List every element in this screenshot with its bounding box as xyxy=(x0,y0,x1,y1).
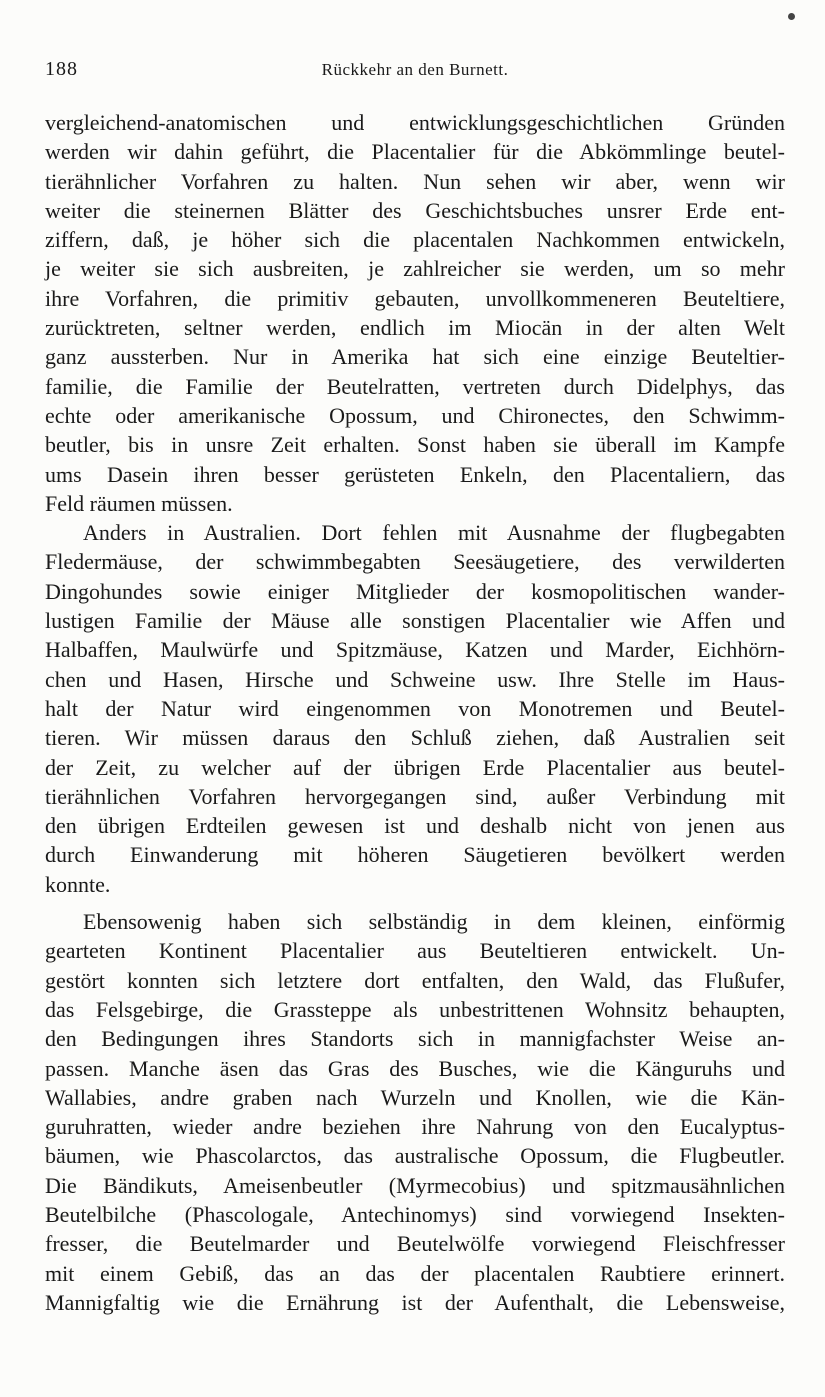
text-line: tieren. Wir müssen daraus den Schluß ziehen, daß Australien seit xyxy=(45,725,785,751)
paragraph xyxy=(45,907,785,1317)
text-line: den übrigen Erdteilen gewesen ist und deshalb nicht von jenen aus xyxy=(45,813,785,839)
text-line: je weiter sie sich ausbreiten, je zahlreicher sie werden, um so mehr xyxy=(45,256,785,282)
text-line: mit einem Gebiß, das an das der placentalen Raubtiere erinnert. xyxy=(45,1260,785,1286)
text-line: halt der Natur wird eingenommen von Monotremen und Beutel- xyxy=(45,695,785,721)
text-line: lustigen Familie der Mäuse alle sonstigen Placentalier wie Affen und xyxy=(45,608,785,634)
text-line: Fledermäuse, der schwimmbegabten Seesäugetiere, des verwilderten xyxy=(45,549,785,575)
text-line: Feld räumen müssen. xyxy=(45,490,233,516)
text-line: tierähnlichen Vorfahren hervorgegangen sind, außer Verbindung mit xyxy=(45,783,785,809)
paragraph xyxy=(45,108,785,518)
paragraph xyxy=(45,518,785,899)
text-line: Die Bändikuts, Ameisenbeutler (Myrmecobius) und spitzmausähnlichen xyxy=(45,1172,785,1198)
text-line: ganz aussterben. Nur in Amerika hat sich eine einzige Beuteltier- xyxy=(45,344,785,370)
text-line: den Bedingungen ihres Standorts sich in mannigfachster Weise an- xyxy=(45,1026,785,1052)
text-line: ums Dasein ihren besser gerüsteten Enkeln, den Placentaliern, das xyxy=(45,461,785,487)
text-line: ihre Vorfahren, die primitiv gebauten, unvollkommeneren Beuteltiere, xyxy=(45,285,785,311)
text-line: Ebensowenig haben sich selbständig in dem kleinen, einförmig xyxy=(83,909,785,935)
text-line: guruhratten, wieder andre beziehen ihre Nahrung von den Eucalyptus- xyxy=(45,1114,785,1140)
text-line: Wallabies, andre graben nach Wurzeln und Knollen, wie die Kän- xyxy=(45,1084,785,1110)
page-number: 188 xyxy=(45,58,78,80)
text-line: familie, die Familie der Beutelratten, vertreten durch Didelphys, das xyxy=(45,373,785,399)
text-line: fresser, die Beutelmarder und Beutelwölfe vorwiegend Fleischfresser xyxy=(45,1231,785,1257)
text-line: chen und Hasen, Hirsche und Schweine usw. Ihre Stelle im Haus- xyxy=(45,666,785,692)
text-line: beutler, bis in unsre Zeit erhalten. Sonst haben sie überall im Kampfe xyxy=(45,432,785,458)
text-line: Dingohundes sowie einiger Mitglieder der kosmopolitischen wander- xyxy=(45,578,785,604)
text-line: zurücktreten, seltner werden, endlich im Miocän in der alten Welt xyxy=(45,315,785,341)
running-head: Rückkehr an den Burnett. xyxy=(321,60,509,79)
text-line: vergleichend-anatomischen und entwicklungsgeschichtlichen Gründen xyxy=(45,110,785,135)
text-line: tierähnlicher Vorfahren zu halten. Nun sehen wir aber, wenn wir xyxy=(45,168,785,194)
ink-spot xyxy=(788,13,795,20)
body-text xyxy=(45,108,785,1317)
page-header xyxy=(45,58,785,86)
text-line: Beutelbilche (Phascologale, Antechinomys) sind vorwiegend Insekten- xyxy=(45,1201,785,1227)
text-line: ziffern, daß, je höher sich die placentalen Nachkommen entwickeln, xyxy=(45,227,785,253)
text-line: gearteten Kontinent Placentalier aus Beuteltieren entwickelt. Un- xyxy=(45,938,785,964)
text-line: durch Einwanderung mit höheren Säugetieren bevölkert werden xyxy=(45,842,785,868)
text-line: konnte. xyxy=(45,871,111,897)
text-line: das Felsgebirge, die Grassteppe als unbestrittenen Wohnsitz behaupten, xyxy=(45,996,785,1022)
text-line: gestört konnten sich letztere dort entfalten, den Wald, das Flußufer, xyxy=(45,967,785,993)
text-line: Halbaffen, Maulwürfe und Spitzmäuse, Katzen und Marder, Eichhörn- xyxy=(45,637,785,663)
text-line: der Zeit, zu welcher auf der übrigen Erde Placentalier aus beutel- xyxy=(45,754,785,780)
text-line: Mannigfaltig wie die Ernährung ist der Aufenthalt, die Lebensweise, xyxy=(45,1289,785,1315)
text-line: Anders in Australien. Dort fehlen mit Ausnahme der flugbegabten xyxy=(83,520,785,546)
text-line: echte oder amerikanische Opossum, und Chironectes, den Schwimm- xyxy=(45,402,785,428)
text-line: bäumen, wie Phascolarctos, das australische Opossum, die Flugbeutler. xyxy=(45,1143,785,1169)
text-line: passen. Manche äsen das Gras des Busches, wie die Känguruhs und xyxy=(45,1055,785,1081)
text-line: werden wir dahin geführt, die Placentalier für die Abkömmlinge beutel- xyxy=(45,139,785,165)
text-line: weiter die steinernen Blätter des Geschichtsbuches unsrer Erde ent- xyxy=(45,197,785,223)
